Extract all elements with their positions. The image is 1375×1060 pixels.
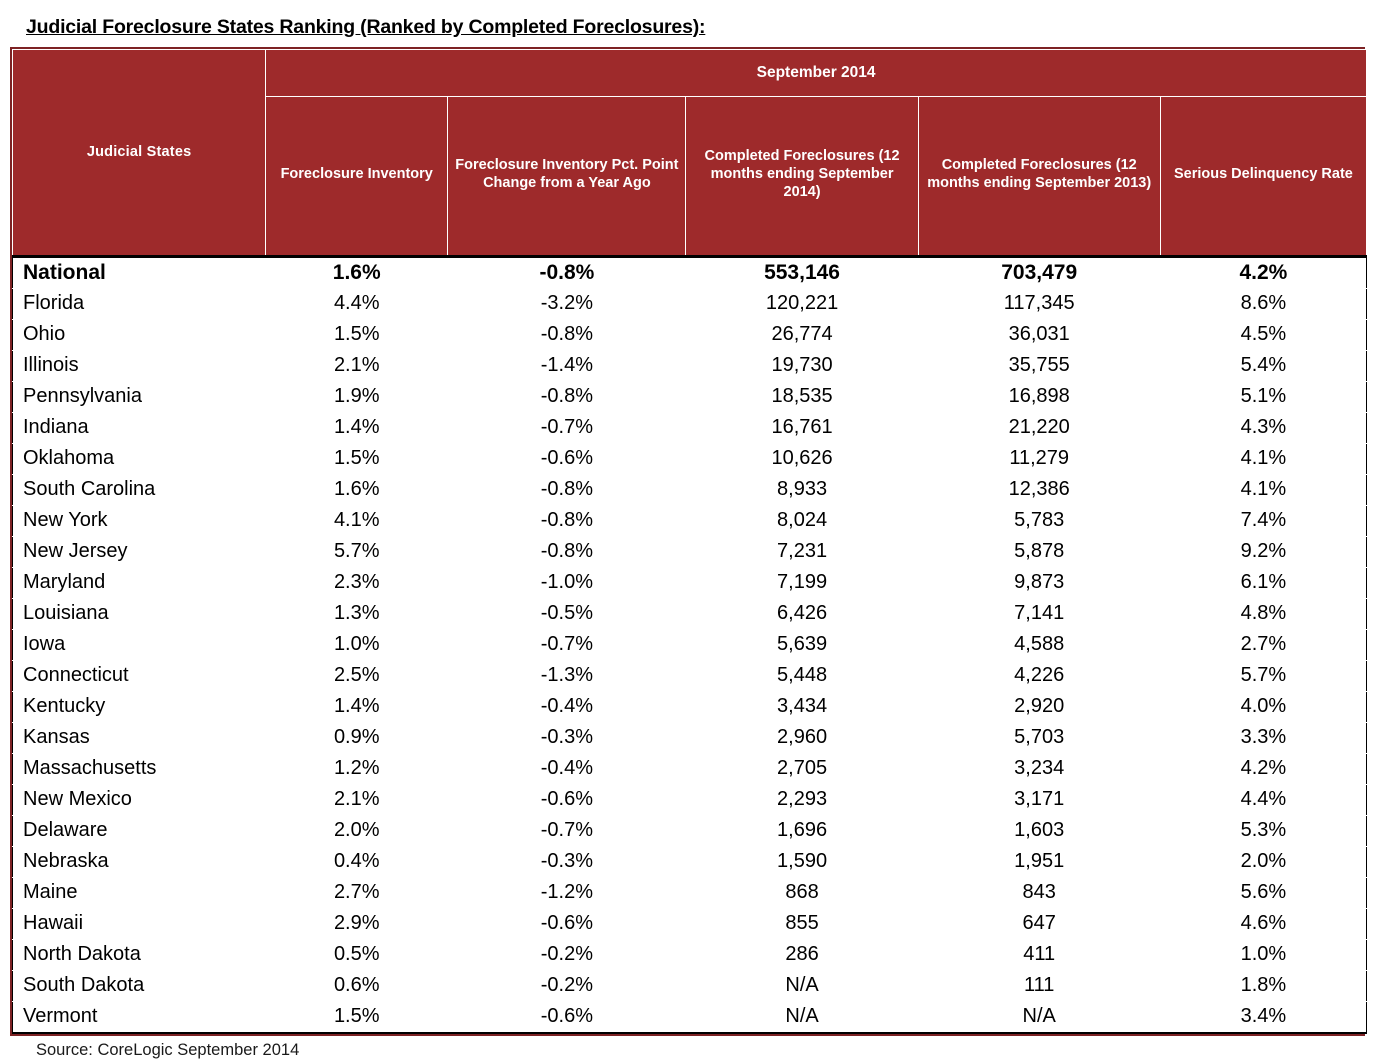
cell-state: Ohio: [13, 319, 266, 350]
cell-state: Iowa: [13, 629, 266, 660]
cell-inventory-pct-change: -0.6%: [448, 908, 686, 939]
cell-inventory-pct-change: -0.8%: [448, 256, 686, 288]
cell-completed-2013: 843: [918, 877, 1160, 908]
cell-inventory-pct-change: -0.6%: [448, 1001, 686, 1033]
table-row: [13, 474, 1367, 505]
cell-completed-2014: 2,960: [686, 722, 918, 753]
cell-completed-2013: 3,171: [918, 784, 1160, 815]
cell-serious-delinquency: 6.1%: [1160, 567, 1366, 598]
cell-foreclosure-inventory: 1.5%: [266, 319, 448, 350]
table-row: [13, 877, 1367, 908]
cell-foreclosure-inventory: 1.4%: [266, 412, 448, 443]
cell-completed-2014: 7,231: [686, 536, 918, 567]
cell-serious-delinquency: 1.8%: [1160, 970, 1366, 1001]
cell-foreclosure-inventory: 0.6%: [266, 970, 448, 1001]
cell-completed-2014: 26,774: [686, 319, 918, 350]
cell-foreclosure-inventory: 1.3%: [266, 598, 448, 629]
cell-state: South Dakota: [13, 970, 266, 1001]
table-row: [13, 381, 1367, 412]
cell-serious-delinquency: 4.2%: [1160, 753, 1366, 784]
cell-inventory-pct-change: -0.6%: [448, 443, 686, 474]
cell-serious-delinquency: 4.1%: [1160, 474, 1366, 505]
cell-foreclosure-inventory: 2.5%: [266, 660, 448, 691]
table-row: [13, 815, 1367, 846]
cell-completed-2013: 5,878: [918, 536, 1160, 567]
cell-completed-2013: 5,783: [918, 505, 1160, 536]
table-row: [13, 660, 1367, 691]
cell-foreclosure-inventory: 1.4%: [266, 691, 448, 722]
cell-completed-2013: N/A: [918, 1001, 1160, 1033]
table-row: [13, 412, 1367, 443]
column-header-judicial-states: Judicial States: [13, 50, 266, 257]
table-row: [13, 691, 1367, 722]
table-row: [13, 288, 1367, 319]
table-row: [13, 722, 1367, 753]
column-header-completed-2013: Completed Foreclosures (12 months ending September 2013): [918, 96, 1160, 256]
cell-inventory-pct-change: -0.8%: [448, 474, 686, 505]
cell-completed-2014: 16,761: [686, 412, 918, 443]
cell-inventory-pct-change: -0.3%: [448, 846, 686, 877]
cell-state: National: [13, 256, 266, 288]
cell-foreclosure-inventory: 1.5%: [266, 443, 448, 474]
cell-state: Indiana: [13, 412, 266, 443]
cell-completed-2013: 4,588: [918, 629, 1160, 660]
cell-foreclosure-inventory: 1.6%: [266, 474, 448, 505]
cell-completed-2014: 2,293: [686, 784, 918, 815]
cell-state: Connecticut: [13, 660, 266, 691]
cell-completed-2014: 120,221: [686, 288, 918, 319]
cell-completed-2014: 6,426: [686, 598, 918, 629]
cell-serious-delinquency: 3.4%: [1160, 1001, 1366, 1033]
cell-inventory-pct-change: -1.3%: [448, 660, 686, 691]
cell-inventory-pct-change: -0.2%: [448, 939, 686, 970]
cell-state: Nebraska: [13, 846, 266, 877]
cell-foreclosure-inventory: 2.0%: [266, 815, 448, 846]
cell-state: New Jersey: [13, 536, 266, 567]
cell-completed-2013: 411: [918, 939, 1160, 970]
cell-inventory-pct-change: -0.8%: [448, 505, 686, 536]
cell-foreclosure-inventory: 2.3%: [266, 567, 448, 598]
cell-completed-2014: 868: [686, 877, 918, 908]
cell-completed-2014: N/A: [686, 1001, 918, 1033]
cell-serious-delinquency: 7.4%: [1160, 505, 1366, 536]
cell-serious-delinquency: 4.0%: [1160, 691, 1366, 722]
cell-state: Maryland: [13, 567, 266, 598]
cell-completed-2013: 7,141: [918, 598, 1160, 629]
cell-completed-2014: 2,705: [686, 753, 918, 784]
cell-completed-2014: 7,199: [686, 567, 918, 598]
table-row: [13, 629, 1367, 660]
cell-inventory-pct-change: -1.2%: [448, 877, 686, 908]
table-row: [13, 753, 1367, 784]
cell-inventory-pct-change: -0.7%: [448, 815, 686, 846]
cell-state: Illinois: [13, 350, 266, 381]
cell-completed-2013: 647: [918, 908, 1160, 939]
cell-serious-delinquency: 2.7%: [1160, 629, 1366, 660]
cell-state: Massachusetts: [13, 753, 266, 784]
cell-serious-delinquency: 5.6%: [1160, 877, 1366, 908]
cell-serious-delinquency: 5.1%: [1160, 381, 1366, 412]
cell-inventory-pct-change: -1.0%: [448, 567, 686, 598]
cell-foreclosure-inventory: 1.5%: [266, 1001, 448, 1033]
table-row: [13, 970, 1367, 1001]
cell-state: New Mexico: [13, 784, 266, 815]
cell-inventory-pct-change: -0.8%: [448, 319, 686, 350]
table-row: [13, 784, 1367, 815]
cell-foreclosure-inventory: 4.4%: [266, 288, 448, 319]
cell-serious-delinquency: 4.4%: [1160, 784, 1366, 815]
cell-inventory-pct-change: -0.4%: [448, 691, 686, 722]
cell-completed-2014: 10,626: [686, 443, 918, 474]
cell-state: Maine: [13, 877, 266, 908]
cell-state: Kansas: [13, 722, 266, 753]
cell-completed-2014: 8,933: [686, 474, 918, 505]
cell-serious-delinquency: 1.0%: [1160, 939, 1366, 970]
table-row: [13, 319, 1367, 350]
cell-inventory-pct-change: -0.7%: [448, 412, 686, 443]
cell-completed-2013: 117,345: [918, 288, 1160, 319]
cell-completed-2014: 5,448: [686, 660, 918, 691]
cell-serious-delinquency: 5.4%: [1160, 350, 1366, 381]
cell-foreclosure-inventory: 2.9%: [266, 908, 448, 939]
cell-foreclosure-inventory: 2.7%: [266, 877, 448, 908]
column-header-serious-delinquency: Serious Delinquency Rate: [1160, 96, 1366, 256]
cell-completed-2014: 553,146: [686, 256, 918, 288]
cell-completed-2013: 3,234: [918, 753, 1160, 784]
cell-serious-delinquency: 4.8%: [1160, 598, 1366, 629]
cell-completed-2013: 36,031: [918, 319, 1160, 350]
cell-state: Oklahoma: [13, 443, 266, 474]
table-row: [13, 1001, 1367, 1033]
cell-inventory-pct-change: -0.8%: [448, 536, 686, 567]
cell-serious-delinquency: 4.2%: [1160, 256, 1366, 288]
cell-foreclosure-inventory: 0.9%: [266, 722, 448, 753]
cell-completed-2014: 1,590: [686, 846, 918, 877]
cell-serious-delinquency: 5.3%: [1160, 815, 1366, 846]
cell-completed-2013: 35,755: [918, 350, 1160, 381]
cell-inventory-pct-change: -1.4%: [448, 350, 686, 381]
cell-completed-2013: 2,920: [918, 691, 1160, 722]
cell-completed-2013: 9,873: [918, 567, 1160, 598]
table-row: [13, 939, 1367, 970]
cell-inventory-pct-change: -0.6%: [448, 784, 686, 815]
cell-serious-delinquency: 9.2%: [1160, 536, 1366, 567]
cell-completed-2013: 111: [918, 970, 1160, 1001]
table-row: [13, 536, 1367, 567]
table-header: [13, 50, 1367, 257]
cell-completed-2013: 4,226: [918, 660, 1160, 691]
cell-inventory-pct-change: -0.4%: [448, 753, 686, 784]
table-row: [13, 505, 1367, 536]
column-header-completed-2014: Completed Foreclosures (12 months ending September 2014): [686, 96, 918, 256]
cell-completed-2013: 16,898: [918, 381, 1160, 412]
cell-state: Florida: [13, 288, 266, 319]
cell-foreclosure-inventory: 1.9%: [266, 381, 448, 412]
cell-completed-2013: 12,386: [918, 474, 1160, 505]
cell-foreclosure-inventory: 1.0%: [266, 629, 448, 660]
cell-completed-2014: 8,024: [686, 505, 918, 536]
cell-inventory-pct-change: -3.2%: [448, 288, 686, 319]
cell-completed-2014: N/A: [686, 970, 918, 1001]
table-row: [13, 443, 1367, 474]
cell-state: South Carolina: [13, 474, 266, 505]
cell-inventory-pct-change: -0.3%: [448, 722, 686, 753]
cell-state: Kentucky: [13, 691, 266, 722]
cell-completed-2014: 18,535: [686, 381, 918, 412]
table-frame: [10, 47, 1365, 1036]
cell-completed-2014: 286: [686, 939, 918, 970]
table-row: [13, 598, 1367, 629]
cell-state: Delaware: [13, 815, 266, 846]
column-header-inventory-pct-change: Foreclosure Inventory Pct. Point Change from a Year Ago: [448, 96, 686, 256]
cell-state: Vermont: [13, 1001, 266, 1033]
cell-serious-delinquency: 4.1%: [1160, 443, 1366, 474]
cell-serious-delinquency: 3.3%: [1160, 722, 1366, 753]
cell-serious-delinquency: 4.6%: [1160, 908, 1366, 939]
cell-foreclosure-inventory: 1.6%: [266, 256, 448, 288]
cell-completed-2014: 3,434: [686, 691, 918, 722]
cell-state: Pennsylvania: [13, 381, 266, 412]
cell-serious-delinquency: 4.3%: [1160, 412, 1366, 443]
cell-completed-2013: 5,703: [918, 722, 1160, 753]
table-row: [13, 846, 1367, 877]
cell-serious-delinquency: 8.6%: [1160, 288, 1366, 319]
cell-foreclosure-inventory: 0.4%: [266, 846, 448, 877]
cell-completed-2014: 1,696: [686, 815, 918, 846]
cell-foreclosure-inventory: 5.7%: [266, 536, 448, 567]
column-header-foreclosure-inventory: Foreclosure Inventory: [266, 96, 448, 256]
table-body: [13, 256, 1367, 1033]
cell-inventory-pct-change: -0.8%: [448, 381, 686, 412]
cell-state: Hawaii: [13, 908, 266, 939]
source-note: Source: CoreLogic September 2014: [36, 1040, 300, 1059]
cell-state: North Dakota: [13, 939, 266, 970]
cell-serious-delinquency: 2.0%: [1160, 846, 1366, 877]
cell-inventory-pct-change: -0.7%: [448, 629, 686, 660]
foreclosure-ranking-table: [12, 49, 1367, 1034]
cell-inventory-pct-change: -0.5%: [448, 598, 686, 629]
cell-foreclosure-inventory: 2.1%: [266, 350, 448, 381]
table-row: [13, 908, 1367, 939]
page-title: Judicial Foreclosure States Ranking (Ranked by Completed Foreclosures):: [26, 16, 706, 38]
cell-completed-2014: 855: [686, 908, 918, 939]
table-row: [13, 350, 1367, 381]
cell-completed-2014: 5,639: [686, 629, 918, 660]
table-row: [13, 567, 1367, 598]
cell-completed-2013: 11,279: [918, 443, 1160, 474]
cell-foreclosure-inventory: 0.5%: [266, 939, 448, 970]
cell-state: New York: [13, 505, 266, 536]
cell-completed-2013: 1,603: [918, 815, 1160, 846]
cell-completed-2013: 703,479: [918, 256, 1160, 288]
table-row: [13, 256, 1367, 288]
cell-completed-2013: 1,951: [918, 846, 1160, 877]
column-header-period: September 2014: [266, 50, 1367, 97]
cell-state: Louisiana: [13, 598, 266, 629]
cell-completed-2013: 21,220: [918, 412, 1160, 443]
cell-foreclosure-inventory: 2.1%: [266, 784, 448, 815]
cell-inventory-pct-change: -0.2%: [448, 970, 686, 1001]
cell-serious-delinquency: 4.5%: [1160, 319, 1366, 350]
cell-foreclosure-inventory: 4.1%: [266, 505, 448, 536]
cell-serious-delinquency: 5.7%: [1160, 660, 1366, 691]
cell-completed-2014: 19,730: [686, 350, 918, 381]
cell-foreclosure-inventory: 1.2%: [266, 753, 448, 784]
